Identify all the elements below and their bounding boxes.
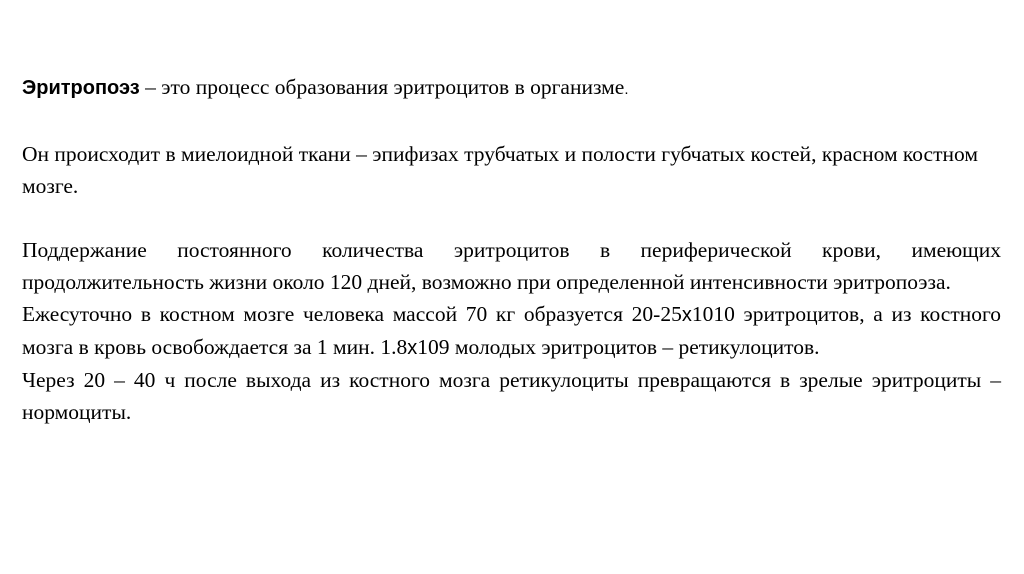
maturation-paragraph: Через 20 – 40 ч после выхода из костного мозга ретикулоциты превращаются в зрелые эритроциты – нормоциты. [22,368,1001,424]
definition-text: – это процесс образования эритроцитов в организме [139,75,625,99]
daily-production-paragraph [22,298,1001,364]
multiply-sign: x [681,304,692,326]
maintenance-paragraph: Поддержание постоянного количества эритроцитов в периферической крови, имеющих продолжительность жизни около 120 дней, возможно при определенной интенсивности эритропоэза. [22,238,1001,294]
definition-period: . [624,81,629,98]
location-paragraph: Он происходит в миелоидной ткани – эпифизах трубчатых и полости губчатых костей, красном костном мозге. [22,142,978,198]
slide-content [22,71,1001,428]
daily-production-text-a: Ежесуточно в костном мозге человека массой 70 кг образуется 20-25 [22,302,682,326]
daily-production-text-b: 1010 эритроцитов, а из костного мозга в кровь освобождается за 1 мин. 1.8 [22,302,1002,359]
paragraph-spacer [22,202,1001,234]
term-erythropoiesis: Эритропоэз [22,77,140,99]
definition-paragraph [22,71,1001,106]
daily-production-text-c: 109 молодых эритроцитов – ретикулоцитов. [417,335,820,359]
multiply-sign: x [407,337,418,359]
paragraph-spacer [22,106,1001,138]
